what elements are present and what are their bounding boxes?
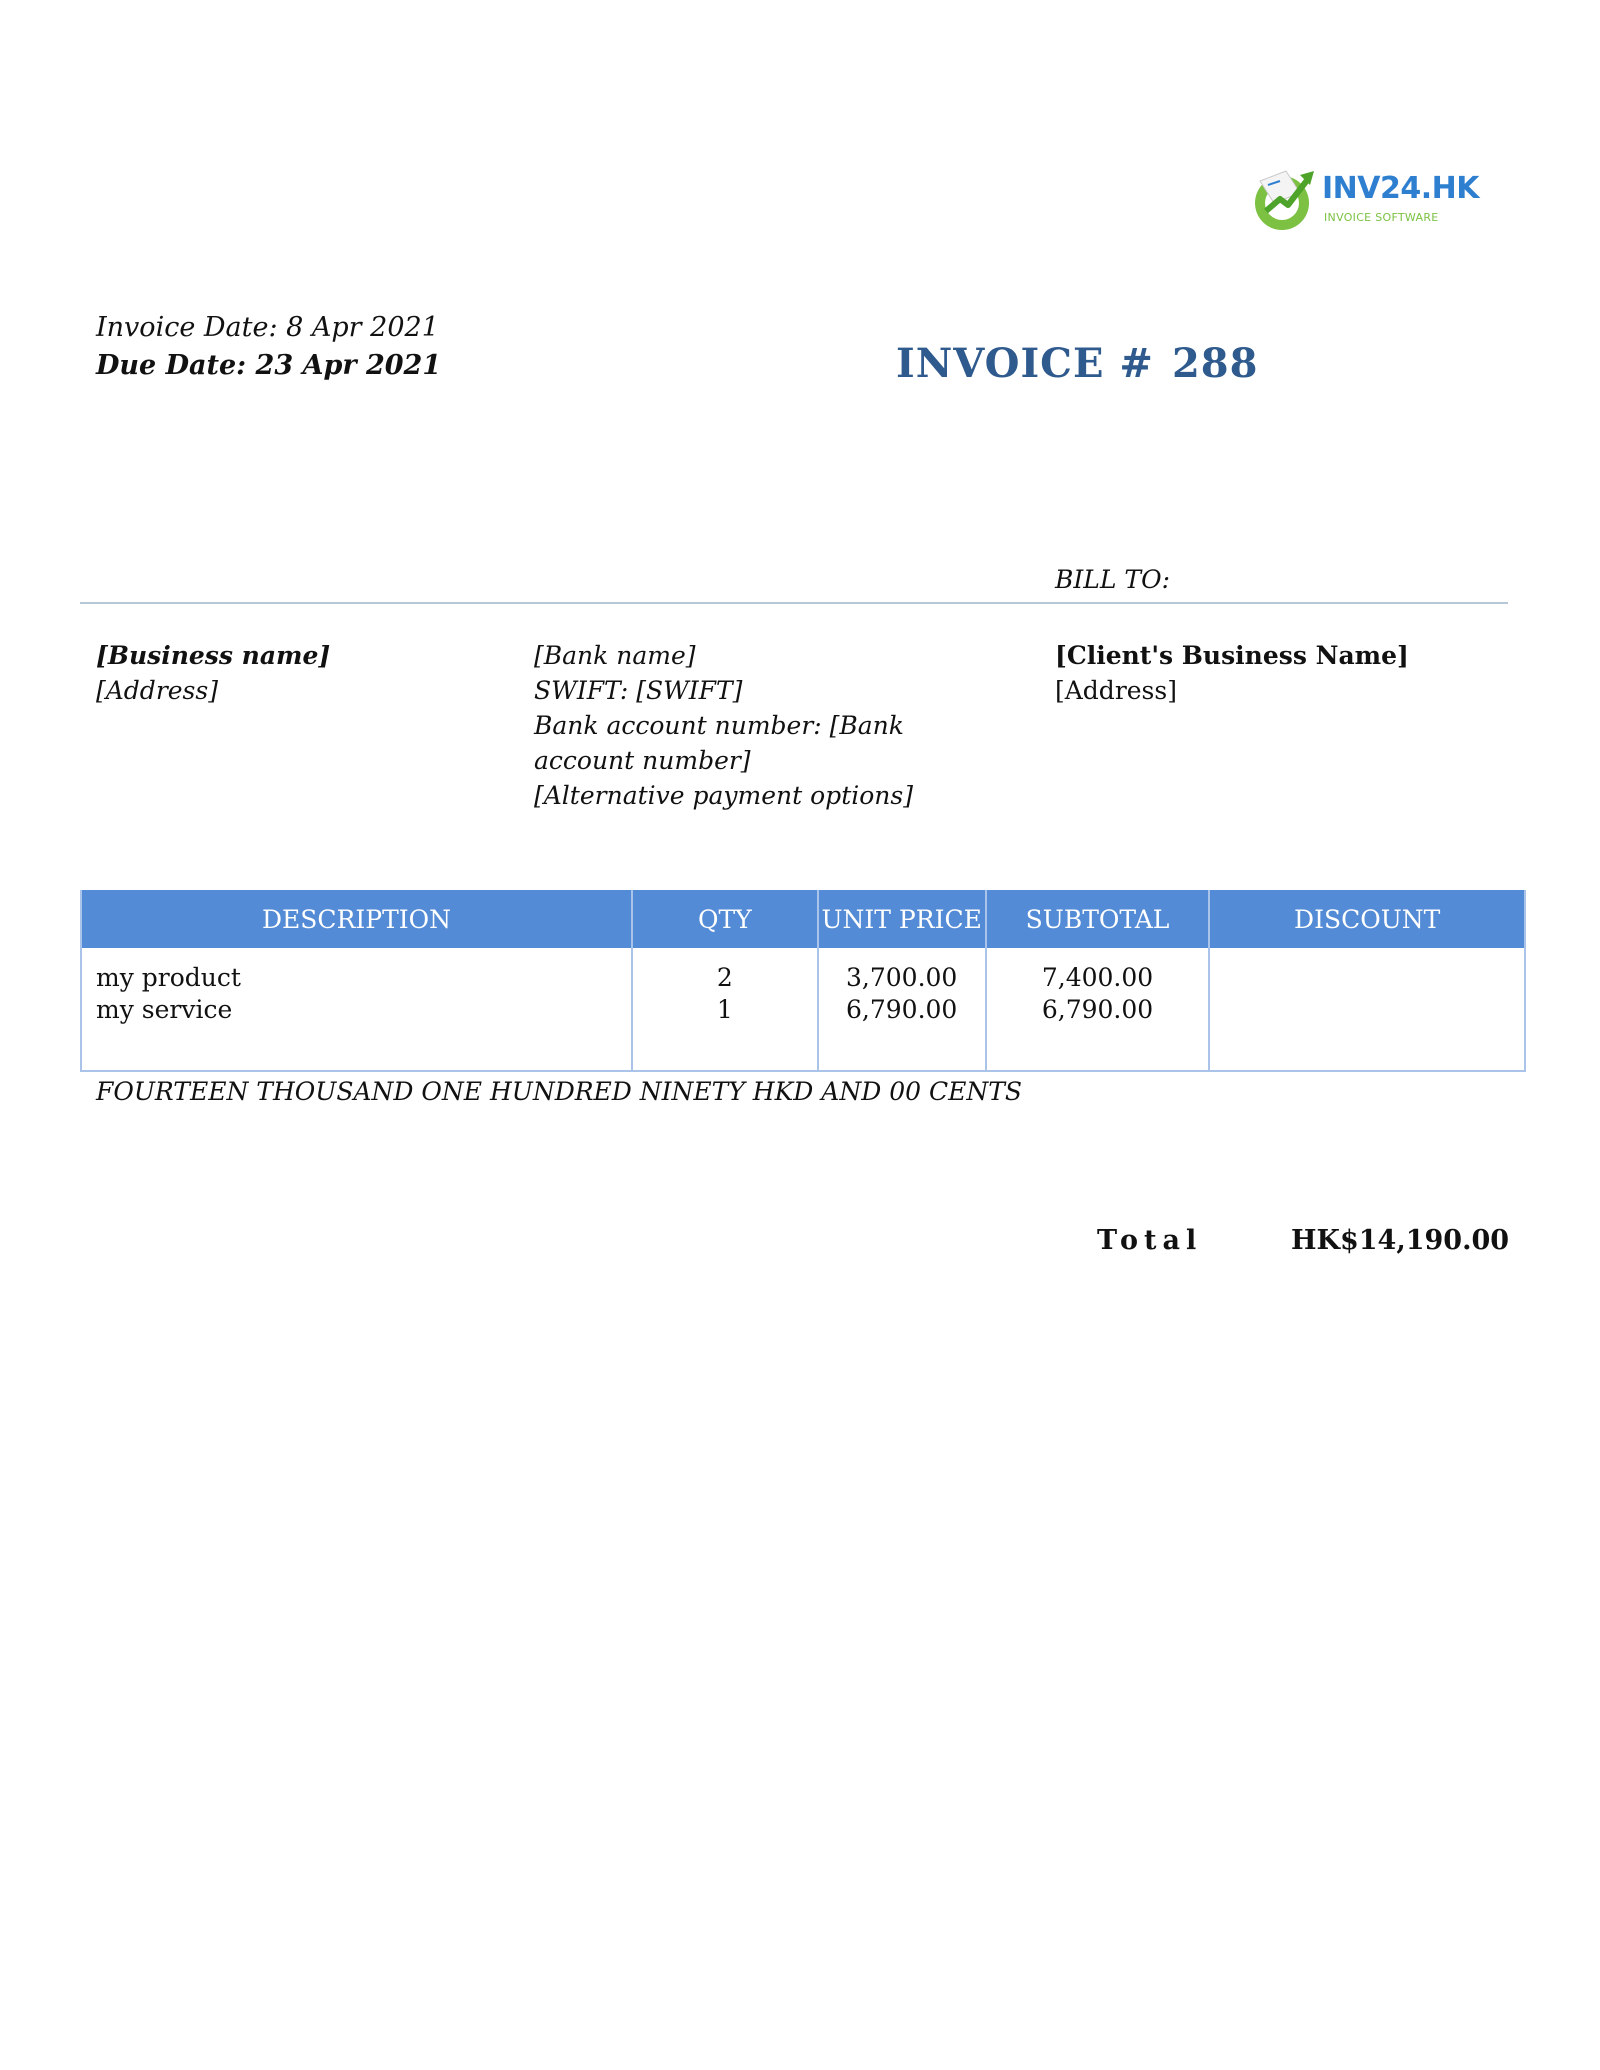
row-subtotal: 7,400.00: [1041, 963, 1154, 992]
header-qty: QTY: [632, 890, 818, 948]
logo-tagline: INVOICE SOFTWARE: [1324, 211, 1439, 224]
client-block: [1055, 638, 1409, 708]
discount-cell: [1209, 948, 1525, 1071]
invoice-title: [896, 340, 1276, 387]
total-value: HK$14,190.00: [1291, 1225, 1510, 1256]
amount-in-words: FOURTEEN THOUSAND ONE HUNDRED NINETY HKD AND 00 CENTS: [96, 1077, 1023, 1106]
unit-price-cell: [818, 948, 986, 1071]
row-subtotal: 6,790.00: [1041, 995, 1154, 1024]
bill-to-label: BILL TO:: [1055, 565, 1170, 594]
header-discount: DISCOUNT: [1209, 890, 1525, 948]
invoice-number: 288: [1171, 340, 1259, 387]
table-header-row: [81, 890, 1525, 948]
bank-swift: SWIFT: [SWIFT]: [534, 676, 743, 705]
bank-name: [Bank name]: [534, 641, 696, 670]
bank-account: Bank account number: [Bank account number]: [534, 711, 904, 775]
table-row: [81, 948, 1525, 1071]
row-unit-price: 3,700.00: [846, 963, 958, 992]
seller-block: [96, 638, 330, 708]
row-qty: 2: [716, 963, 733, 992]
section-divider: [80, 602, 1508, 604]
client-address: [Address]: [1055, 676, 1177, 705]
seller-address: [Address]: [96, 676, 218, 705]
header-unit-price: UNIT PRICE: [818, 890, 986, 948]
subtotal-cell: [986, 948, 1210, 1071]
invoice-date: Invoice Date: 8 Apr 2021: [96, 312, 439, 343]
total-label: Total: [1097, 1225, 1203, 1256]
qty-cell: [632, 948, 818, 1071]
header-subtotal: SUBTOTAL: [986, 890, 1210, 948]
description-cell: [81, 948, 632, 1071]
company-logo: [1250, 163, 1479, 235]
due-date: Due Date: 23 Apr 2021: [96, 350, 442, 381]
invoice-label: INVOICE #: [896, 340, 1154, 387]
row-unit-price: 6,790.00: [846, 995, 958, 1024]
bank-block: [534, 638, 1004, 813]
row-qty: 1: [716, 995, 733, 1024]
items-table: [80, 890, 1526, 1072]
row-description: my product: [96, 963, 241, 992]
seller-name: [Business name]: [96, 641, 331, 670]
logo-brand-text: INV24.HK: [1322, 171, 1479, 206]
logo-mark-icon: [1250, 163, 1320, 235]
bank-alternative: [Alternative payment options]: [534, 781, 913, 810]
header-description: DESCRIPTION: [81, 890, 632, 948]
row-description: my service: [96, 995, 233, 1024]
client-name: [Client's Business Name]: [1055, 641, 1409, 670]
